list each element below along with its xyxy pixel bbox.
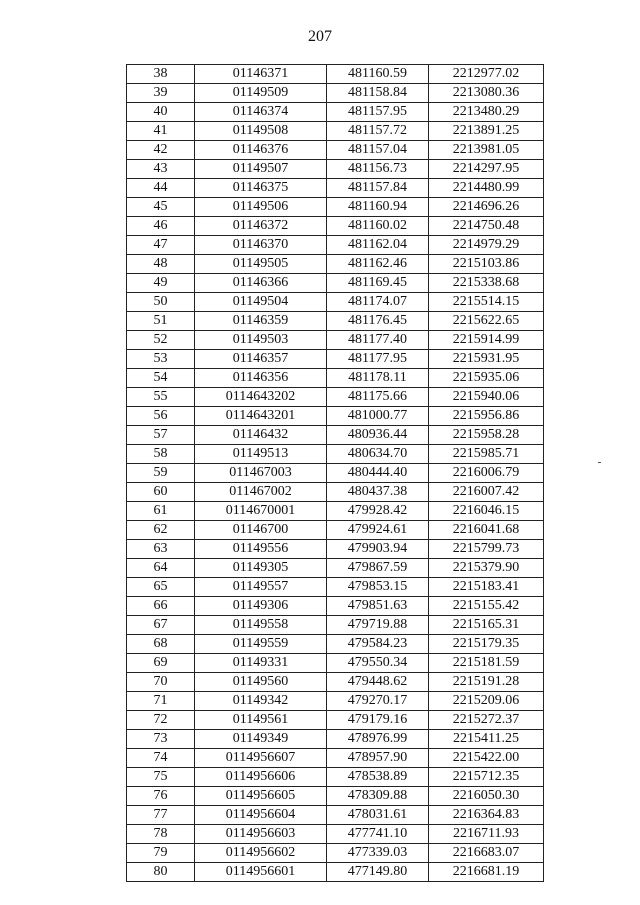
x-coordinate-cell: 479867.59 (327, 559, 429, 578)
point-id-cell: 0114643202 (195, 388, 327, 407)
point-id-cell: 0114956604 (195, 806, 327, 825)
y-coordinate-cell: 2216681.19 (429, 863, 544, 882)
row-number-cell: 42 (127, 141, 195, 160)
table-row (127, 122, 544, 141)
point-id-cell: 0114670001 (195, 502, 327, 521)
y-coordinate-cell: 2215985.71 (429, 445, 544, 464)
table-row (127, 863, 544, 882)
table-row (127, 84, 544, 103)
point-id-cell: 01149507 (195, 160, 327, 179)
x-coordinate-cell: 480444.40 (327, 464, 429, 483)
table-row (127, 540, 544, 559)
x-coordinate-cell: 479448.62 (327, 673, 429, 692)
table-row (127, 673, 544, 692)
y-coordinate-cell: 2215411.25 (429, 730, 544, 749)
row-number-cell: 79 (127, 844, 195, 863)
y-coordinate-cell: 2215272.37 (429, 711, 544, 730)
row-number-cell: 39 (127, 84, 195, 103)
point-id-cell: 011467003 (195, 464, 327, 483)
table-row (127, 502, 544, 521)
row-number-cell: 78 (127, 825, 195, 844)
row-number-cell: 63 (127, 540, 195, 559)
row-number-cell: 67 (127, 616, 195, 635)
y-coordinate-cell: 2215103.86 (429, 255, 544, 274)
table-row (127, 160, 544, 179)
point-id-cell: 01146374 (195, 103, 327, 122)
table-row (127, 749, 544, 768)
point-id-cell: 01146372 (195, 217, 327, 236)
x-coordinate-cell: 481157.84 (327, 179, 429, 198)
y-coordinate-cell: 2216007.42 (429, 483, 544, 502)
x-coordinate-cell: 481156.73 (327, 160, 429, 179)
table-row (127, 445, 544, 464)
y-coordinate-cell: 2216006.79 (429, 464, 544, 483)
point-id-cell: 01149560 (195, 673, 327, 692)
table-row (127, 65, 544, 84)
x-coordinate-cell: 481160.02 (327, 217, 429, 236)
row-number-cell: 41 (127, 122, 195, 141)
x-coordinate-cell: 479928.42 (327, 502, 429, 521)
point-id-cell: 01149349 (195, 730, 327, 749)
table-row (127, 730, 544, 749)
table-row (127, 141, 544, 160)
row-number-cell: 75 (127, 768, 195, 787)
y-coordinate-cell: 2215931.95 (429, 350, 544, 369)
y-coordinate-cell: 2215935.06 (429, 369, 544, 388)
x-coordinate-cell: 479853.15 (327, 578, 429, 597)
point-id-cell: 01149556 (195, 540, 327, 559)
row-number-cell: 51 (127, 312, 195, 331)
x-coordinate-cell: 481157.72 (327, 122, 429, 141)
table-row (127, 768, 544, 787)
x-coordinate-cell: 478309.88 (327, 787, 429, 806)
point-id-cell: 01146366 (195, 274, 327, 293)
x-coordinate-cell: 481157.04 (327, 141, 429, 160)
y-coordinate-cell: 2215165.31 (429, 616, 544, 635)
row-number-cell: 68 (127, 635, 195, 654)
x-coordinate-cell: 481178.11 (327, 369, 429, 388)
y-coordinate-cell: 2216364.83 (429, 806, 544, 825)
table-row (127, 331, 544, 350)
point-id-cell: 01149557 (195, 578, 327, 597)
x-coordinate-cell: 477149.80 (327, 863, 429, 882)
y-coordinate-cell: 2215622.65 (429, 312, 544, 331)
row-number-cell: 69 (127, 654, 195, 673)
row-number-cell: 64 (127, 559, 195, 578)
point-id-cell: 01146700 (195, 521, 327, 540)
point-id-cell: 0114956601 (195, 863, 327, 882)
point-id-cell: 0114956603 (195, 825, 327, 844)
y-coordinate-cell: 2214750.48 (429, 217, 544, 236)
table-row (127, 312, 544, 331)
table-row (127, 521, 544, 540)
point-id-cell: 01149559 (195, 635, 327, 654)
row-number-cell: 47 (127, 236, 195, 255)
x-coordinate-cell: 480437.38 (327, 483, 429, 502)
table-row (127, 236, 544, 255)
table-row (127, 198, 544, 217)
y-coordinate-cell: 2213891.25 (429, 122, 544, 141)
point-id-cell: 01149503 (195, 331, 327, 350)
point-id-cell: 01149342 (195, 692, 327, 711)
x-coordinate-cell: 479851.63 (327, 597, 429, 616)
row-number-cell: 44 (127, 179, 195, 198)
point-id-cell: 01149561 (195, 711, 327, 730)
y-coordinate-cell: 2215379.90 (429, 559, 544, 578)
row-number-cell: 66 (127, 597, 195, 616)
point-id-cell: 01146356 (195, 369, 327, 388)
x-coordinate-cell: 481177.40 (327, 331, 429, 350)
point-id-cell: 01149513 (195, 445, 327, 464)
y-coordinate-cell: 2215179.35 (429, 635, 544, 654)
x-coordinate-cell: 479550.34 (327, 654, 429, 673)
point-id-cell: 0114956607 (195, 749, 327, 768)
point-id-cell: 0114956606 (195, 768, 327, 787)
y-coordinate-cell: 2214696.26 (429, 198, 544, 217)
y-coordinate-cell: 2214297.95 (429, 160, 544, 179)
point-id-cell: 01149509 (195, 84, 327, 103)
x-coordinate-cell: 481176.45 (327, 312, 429, 331)
x-coordinate-cell: 481000.77 (327, 407, 429, 426)
point-id-cell: 01149505 (195, 255, 327, 274)
table-row (127, 179, 544, 198)
x-coordinate-cell: 481160.94 (327, 198, 429, 217)
y-coordinate-cell: 2215940.06 (429, 388, 544, 407)
row-number-cell: 70 (127, 673, 195, 692)
row-number-cell: 76 (127, 787, 195, 806)
table-body (127, 65, 544, 882)
x-coordinate-cell: 481175.66 (327, 388, 429, 407)
row-number-cell: 55 (127, 388, 195, 407)
y-coordinate-cell: 2216046.15 (429, 502, 544, 521)
x-coordinate-cell: 479903.94 (327, 540, 429, 559)
y-coordinate-cell: 2215181.59 (429, 654, 544, 673)
point-id-cell: 01146357 (195, 350, 327, 369)
y-coordinate-cell: 2215712.35 (429, 768, 544, 787)
table-row (127, 388, 544, 407)
point-id-cell: 01146432 (195, 426, 327, 445)
table-row (127, 274, 544, 293)
y-coordinate-cell: 2215514.15 (429, 293, 544, 312)
row-number-cell: 38 (127, 65, 195, 84)
y-coordinate-cell: 2214480.99 (429, 179, 544, 198)
table-row (127, 407, 544, 426)
y-coordinate-cell: 2213981.05 (429, 141, 544, 160)
table-row (127, 711, 544, 730)
table-row (127, 578, 544, 597)
x-coordinate-cell: 481177.95 (327, 350, 429, 369)
x-coordinate-cell: 481174.07 (327, 293, 429, 312)
table-row (127, 787, 544, 806)
point-id-cell: 0114956602 (195, 844, 327, 863)
point-id-cell: 01149504 (195, 293, 327, 312)
page-number: 207 (308, 28, 332, 45)
x-coordinate-cell: 481157.95 (327, 103, 429, 122)
y-coordinate-cell: 2215958.28 (429, 426, 544, 445)
x-coordinate-cell: 480634.70 (327, 445, 429, 464)
row-number-cell: 73 (127, 730, 195, 749)
y-coordinate-cell: 2216711.93 (429, 825, 544, 844)
y-coordinate-cell: 2216683.07 (429, 844, 544, 863)
table-row (127, 844, 544, 863)
y-coordinate-cell: 2215191.28 (429, 673, 544, 692)
x-coordinate-cell: 478976.99 (327, 730, 429, 749)
y-coordinate-cell: 2215155.42 (429, 597, 544, 616)
row-number-cell: 48 (127, 255, 195, 274)
x-coordinate-cell: 480936.44 (327, 426, 429, 445)
y-coordinate-cell: 2212977.02 (429, 65, 544, 84)
table-row (127, 692, 544, 711)
row-number-cell: 45 (127, 198, 195, 217)
row-number-cell: 57 (127, 426, 195, 445)
y-coordinate-cell: 2215338.68 (429, 274, 544, 293)
table-row (127, 635, 544, 654)
point-id-cell: 01149508 (195, 122, 327, 141)
row-number-cell: 60 (127, 483, 195, 502)
row-number-cell: 52 (127, 331, 195, 350)
row-number-cell: 49 (127, 274, 195, 293)
y-coordinate-cell: 2216041.68 (429, 521, 544, 540)
y-coordinate-cell: 2215914.99 (429, 331, 544, 350)
point-id-cell: 011467002 (195, 483, 327, 502)
table-row (127, 464, 544, 483)
x-coordinate-cell: 478538.89 (327, 768, 429, 787)
row-number-cell: 43 (127, 160, 195, 179)
table-row (127, 255, 544, 274)
x-coordinate-cell: 478957.90 (327, 749, 429, 768)
point-id-cell: 01146359 (195, 312, 327, 331)
y-coordinate-cell: 2216050.30 (429, 787, 544, 806)
x-coordinate-cell: 477339.03 (327, 844, 429, 863)
point-id-cell: 01149305 (195, 559, 327, 578)
row-number-cell: 58 (127, 445, 195, 464)
y-coordinate-cell: 2215183.41 (429, 578, 544, 597)
row-number-cell: 74 (127, 749, 195, 768)
x-coordinate-cell: 481158.84 (327, 84, 429, 103)
row-number-cell: 77 (127, 806, 195, 825)
y-coordinate-cell: 2213080.36 (429, 84, 544, 103)
row-number-cell: 56 (127, 407, 195, 426)
scan-mark (598, 462, 601, 463)
row-number-cell: 65 (127, 578, 195, 597)
x-coordinate-cell: 479179.16 (327, 711, 429, 730)
y-coordinate-cell: 2215209.06 (429, 692, 544, 711)
point-id-cell: 01149506 (195, 198, 327, 217)
x-coordinate-cell: 477741.10 (327, 825, 429, 844)
point-id-cell: 01146370 (195, 236, 327, 255)
row-number-cell: 71 (127, 692, 195, 711)
x-coordinate-cell: 481162.04 (327, 236, 429, 255)
row-number-cell: 50 (127, 293, 195, 312)
row-number-cell: 53 (127, 350, 195, 369)
row-number-cell: 40 (127, 103, 195, 122)
x-coordinate-cell: 479719.88 (327, 616, 429, 635)
point-id-cell: 01149558 (195, 616, 327, 635)
table-row (127, 597, 544, 616)
row-number-cell: 59 (127, 464, 195, 483)
point-id-cell: 01149306 (195, 597, 327, 616)
row-number-cell: 46 (127, 217, 195, 236)
y-coordinate-cell: 2215799.73 (429, 540, 544, 559)
table-row (127, 103, 544, 122)
table-row (127, 293, 544, 312)
point-id-cell: 01146375 (195, 179, 327, 198)
x-coordinate-cell: 479924.61 (327, 521, 429, 540)
table-row (127, 559, 544, 578)
point-id-cell: 0114956605 (195, 787, 327, 806)
x-coordinate-cell: 479584.23 (327, 635, 429, 654)
row-number-cell: 80 (127, 863, 195, 882)
table-row (127, 350, 544, 369)
row-number-cell: 62 (127, 521, 195, 540)
point-id-cell: 01146376 (195, 141, 327, 160)
table-row (127, 654, 544, 673)
x-coordinate-cell: 481162.46 (327, 255, 429, 274)
point-id-cell: 0114643201 (195, 407, 327, 426)
y-coordinate-cell: 2214979.29 (429, 236, 544, 255)
table-row (127, 369, 544, 388)
row-number-cell: 61 (127, 502, 195, 521)
coordinates-table (126, 64, 544, 882)
y-coordinate-cell: 2215956.86 (429, 407, 544, 426)
table-row (127, 806, 544, 825)
y-coordinate-cell: 2215422.00 (429, 749, 544, 768)
table-row (127, 483, 544, 502)
x-coordinate-cell: 481169.45 (327, 274, 429, 293)
point-id-cell: 01146371 (195, 65, 327, 84)
point-id-cell: 01149331 (195, 654, 327, 673)
y-coordinate-cell: 2213480.29 (429, 103, 544, 122)
row-number-cell: 54 (127, 369, 195, 388)
table-row (127, 616, 544, 635)
table-row (127, 217, 544, 236)
row-number-cell: 72 (127, 711, 195, 730)
x-coordinate-cell: 481160.59 (327, 65, 429, 84)
x-coordinate-cell: 479270.17 (327, 692, 429, 711)
table-row (127, 426, 544, 445)
x-coordinate-cell: 478031.61 (327, 806, 429, 825)
table-row (127, 825, 544, 844)
